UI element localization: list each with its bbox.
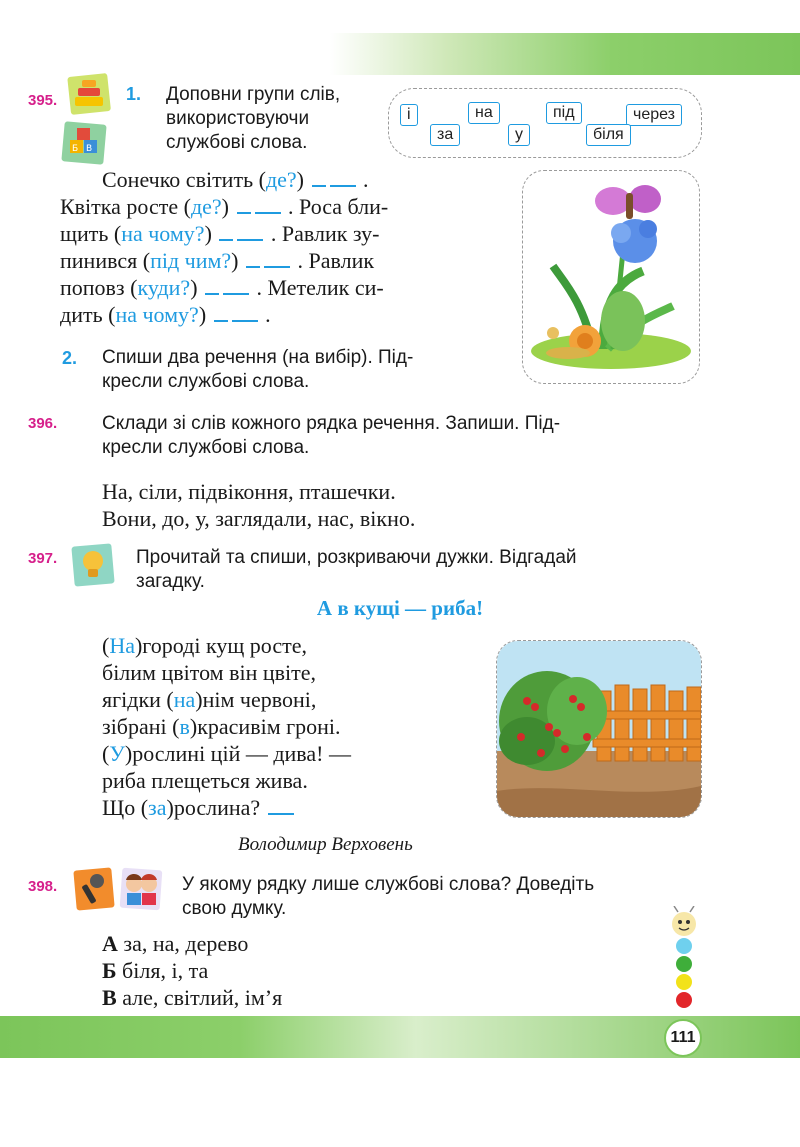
svg-text:В: В [86,144,93,154]
word-box-i: і [400,104,418,126]
exercise-395-paragraph [60,166,510,328]
currant-bush-illustration [496,640,702,818]
exercise-number-397: 397. [28,550,58,567]
word-box-pid: під [546,102,582,124]
answer-option-b: Б біля, і, та [102,958,209,983]
answer-options [102,930,282,1011]
subtask-2-text: Спиши два речення (на вибір). Під- кресли службові слова. [102,347,414,392]
exercise-number-395: 395. [28,92,58,109]
sentence-line: На, сіли, підвіконня, пташечки. [102,479,396,504]
page-number: 111 [664,1019,702,1057]
caterpillar-decoration [664,906,704,1012]
para-line: Квітка росте (де?) . Роса бли- [60,194,389,219]
poem-line: (На)городі кущ росте, [102,633,307,658]
sentence-line: Вони, до, у, заглядали, нас, вікно. [102,506,416,531]
poem-line: (У)рослині цій — дива! — [102,741,351,766]
exercise-396-lines [102,478,415,532]
flower-snail-illustration [522,170,700,384]
poem-author: Володимир Верховень [238,834,413,855]
word-box-na: на [468,102,500,124]
exercise-number-396: 396. [28,415,58,432]
children-icon [118,866,164,912]
pyramid-toy-icon [66,70,112,116]
top-green-band [330,33,800,75]
poem-line: риба плещеться жива. [102,768,308,793]
answer-option-c: В але, світлий, ім’я [102,985,283,1010]
para-line: пинився (під чим?) . Равлик [60,248,375,273]
exercise-397-task: Прочитай та спиши, розкриваючи дужки. Відгадай загадку. [136,547,577,592]
poem-title: А в кущі — риба! [316,596,484,620]
poem [102,632,351,821]
subtask-2-label: 2. [62,348,78,368]
abc-blocks-icon [60,120,108,166]
subtask-1-text: Доповни групи слів, використовуючи службові слова. [166,84,341,153]
poem-line: зібрані (в)красивім гроні. [102,714,341,739]
word-box-bilia: біля [586,124,631,146]
microphone-icon [72,866,116,912]
para-line: поповз (куди?) . Метелик си- [60,275,384,300]
poem-line: білим цвітом він цвіте, [102,660,317,685]
exercise-396-task: Склади зі слів кожного рядка речення. Запиши. Під- кресли службові слова. [102,413,561,458]
poem-line: Що (за)рослина? [102,794,351,821]
svg-text:Б: Б [72,144,79,154]
answer-option-a: А за, на, дерево [102,931,249,956]
poem-line: ягідки (на)нім червоні, [102,687,317,712]
exercise-number-398: 398. [28,878,58,895]
word-box-za: за [430,124,460,146]
word-box-u: у [508,124,530,146]
para-line: дить (на чому?) . [60,302,271,327]
word-box-cherez: через [626,104,682,126]
para-line: щить (на чому?) . Равлик зу- [60,221,380,246]
exercise-398-task: У якому рядку лише службові слова? Доведіть свою думку. [182,874,595,919]
para-line: Сонечко світить (де?) . [102,167,369,192]
subtask-1-label: 1. [126,84,142,104]
lightbulb-icon [70,542,116,588]
